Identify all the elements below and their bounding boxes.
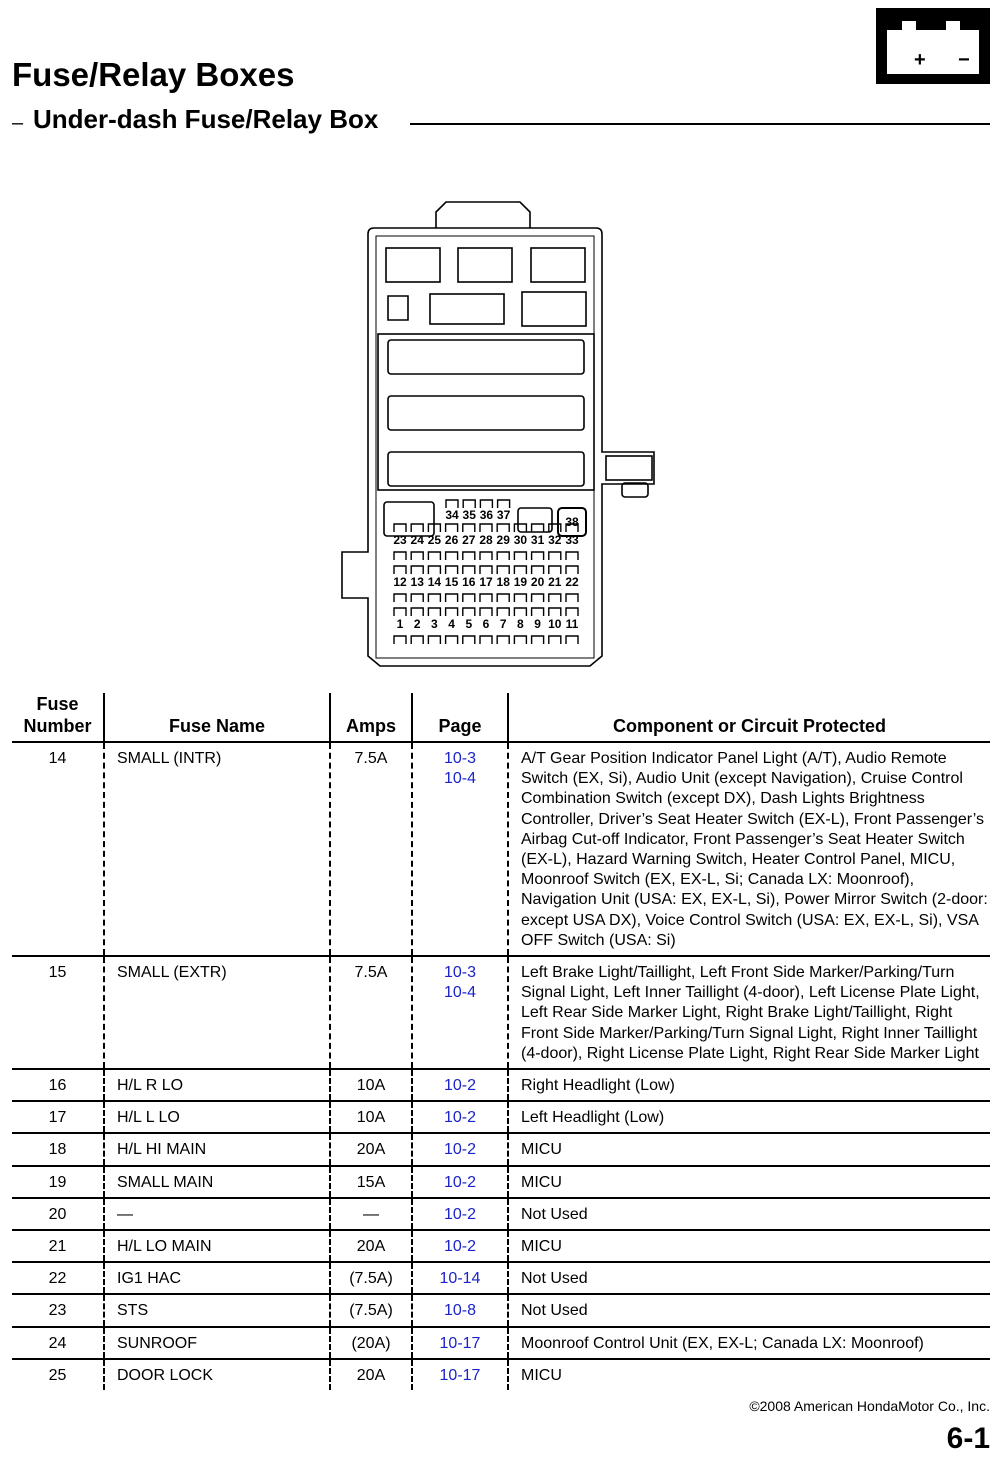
fuse-slot xyxy=(463,500,475,508)
fuse-slot xyxy=(514,608,526,616)
fuse-slot xyxy=(428,566,440,574)
fuse-slot xyxy=(498,500,510,508)
fuse-slot-label: 33 xyxy=(565,533,579,547)
header-component: Component or Circuit Protected xyxy=(508,693,990,742)
page-ref-cell xyxy=(412,1133,508,1165)
header-amps: Amps xyxy=(330,693,412,742)
component-cell: MICU xyxy=(508,1133,990,1165)
fuse-slot xyxy=(428,636,440,644)
header-fuse-number: Fuse Number xyxy=(12,693,104,742)
fuse-slot xyxy=(497,608,509,616)
fuse-slot-label: 17 xyxy=(479,575,493,589)
page-ref-link[interactable]: 10-3 xyxy=(443,750,477,767)
fuse-slot xyxy=(428,594,440,602)
amps-cell: 10A xyxy=(330,1069,412,1101)
fuse-slot xyxy=(532,636,544,644)
fuse-slot xyxy=(549,594,561,602)
page-ref-cell xyxy=(412,742,508,956)
fuse-slot xyxy=(514,594,526,602)
component-cell: Moonroof Control Unit (EX, EX-L; Canada LX: Moonroof) xyxy=(508,1327,990,1359)
page-number: 6-1 xyxy=(946,1422,990,1455)
fuse-slot xyxy=(532,608,544,616)
fuse-slot xyxy=(497,636,509,644)
fuse-slot xyxy=(446,500,458,508)
page-ref-cell xyxy=(412,1101,508,1133)
page-ref-cell xyxy=(412,1262,508,1294)
fuse-38-label: 38 xyxy=(565,515,579,529)
page-ref-cell xyxy=(412,1327,508,1359)
amps-cell: 20A xyxy=(330,1133,412,1165)
battery-icon xyxy=(876,8,990,84)
table-row xyxy=(12,1101,990,1133)
fuse-slot xyxy=(480,636,492,644)
fuse-name-cell: DOOR LOCK xyxy=(104,1359,330,1390)
subtitle-rule xyxy=(410,123,990,125)
amps-cell: 20A xyxy=(330,1230,412,1262)
page-ref-link[interactable]: 10-4 xyxy=(443,770,477,788)
table-row xyxy=(12,1166,990,1198)
fuse-slot xyxy=(566,636,578,644)
amps-cell: (20A) xyxy=(330,1327,412,1359)
fuse-slot-label: 23 xyxy=(393,533,407,547)
component-cell: Left Brake Light/Taillight, Left Front Side Marker/Parking/Turn Signal Light, Left Inner Taillight (4-door), Left License Plate Light, Left Rear Side Marker Light, Right Brake Light/Taillight, Right Front Side Marker/Parking/Turn Signal Light, Right Inner Taillight (4-door), Right License Plate Light, Right Rear Side Marker Light xyxy=(508,956,990,1069)
fuse-slot-label: 34 xyxy=(445,508,459,522)
fuse-number-cell: 14 xyxy=(12,742,104,956)
fuse-slot xyxy=(463,636,475,644)
fuse-slot xyxy=(514,524,526,532)
page-ref-cell xyxy=(412,1294,508,1326)
fuse-number-cell: 19 xyxy=(12,1166,104,1198)
page-ref-link[interactable]: 10-2 xyxy=(443,1238,477,1256)
page-ref-link[interactable]: 10-17 xyxy=(439,1334,481,1352)
fuse-slot xyxy=(480,500,492,508)
table-row xyxy=(12,1359,990,1390)
page-ref-link[interactable]: 10-8 xyxy=(443,1302,477,1320)
fuse-slot-label: 26 xyxy=(444,533,459,547)
component-cell: Right Headlight (Low) xyxy=(508,1069,990,1101)
fuse-name-cell: — xyxy=(104,1198,330,1230)
fuse-slot xyxy=(394,608,406,616)
fuse-slot xyxy=(463,524,475,532)
fuse-slot xyxy=(497,566,509,574)
fuse-name-cell: SMALL MAIN xyxy=(104,1166,330,1198)
fuse-slot-label: 28 xyxy=(479,533,493,547)
fuse-slot-label: 31 xyxy=(530,533,545,547)
fuse-number-cell: 16 xyxy=(12,1069,104,1101)
fuse-slot xyxy=(480,524,492,532)
component-cell: Not Used xyxy=(508,1198,990,1230)
fuse-name-cell: SUNROOF xyxy=(104,1327,330,1359)
page-ref-link[interactable]: 10-2 xyxy=(443,1173,477,1191)
fuse-slot xyxy=(497,594,509,602)
amps-cell: — xyxy=(330,1198,412,1230)
fuse-name-cell: STS xyxy=(104,1294,330,1326)
section-subtitle: Under-dash Fuse/Relay Box xyxy=(33,104,379,134)
fuse-slot xyxy=(566,608,578,616)
fuse-slot-label: 13 xyxy=(410,575,424,589)
fuse-number-cell: 15 xyxy=(12,956,104,1069)
fuse-slot xyxy=(514,636,526,644)
fuse-slot xyxy=(497,552,509,560)
fuse-slot-label: 16 xyxy=(462,575,476,589)
fuse-slot xyxy=(446,566,458,574)
fuse-slot xyxy=(549,608,561,616)
fuse-slot-label: 14 xyxy=(427,575,442,589)
fuse-name-cell: SMALL (EXTR) xyxy=(104,956,330,1069)
fuse-number-cell: 24 xyxy=(12,1327,104,1359)
page-ref-cell xyxy=(412,956,508,1069)
fuse-slot xyxy=(446,552,458,560)
amps-cell: 10A xyxy=(330,1101,412,1133)
fuse-slot xyxy=(566,566,578,574)
fuse-slot-label: 30 xyxy=(513,533,528,547)
component-cell: MICU xyxy=(508,1230,990,1262)
fuse-slot-label: 18 xyxy=(496,575,510,589)
fuse-slot-label: 2 xyxy=(413,617,421,631)
fuse-slot xyxy=(411,594,423,602)
fuse-slot-label: 37 xyxy=(496,508,511,522)
table-row xyxy=(12,956,990,1069)
page-ref-link[interactable]: 10-14 xyxy=(439,1270,481,1288)
fuse-table xyxy=(12,693,990,1390)
housing-outline xyxy=(342,202,654,666)
amps-cell: 7.5A xyxy=(330,742,412,956)
table-row xyxy=(12,1262,990,1294)
fuse-slot xyxy=(566,594,578,602)
fuse-slot xyxy=(514,566,526,574)
fuse-slot xyxy=(411,552,423,560)
fuse-number-cell: 21 xyxy=(12,1230,104,1262)
fuse-slot-label: 19 xyxy=(513,575,528,589)
fuse-slot xyxy=(428,608,440,616)
fuse-slot-label: 12 xyxy=(393,575,407,589)
page-ref-cell xyxy=(412,1166,508,1198)
fuse-slot xyxy=(394,636,406,644)
amps-cell: (7.5A) xyxy=(330,1262,412,1294)
fuse-slot xyxy=(446,524,458,532)
fuse-name-cell: H/L LO MAIN xyxy=(104,1230,330,1262)
page-ref-link[interactable]: 10-17 xyxy=(439,1366,481,1384)
fuse-slot-label: 9 xyxy=(534,617,541,631)
page-ref-link[interactable]: 10-2 xyxy=(443,1077,477,1095)
fuse-number-cell: 22 xyxy=(12,1262,104,1294)
fuse-slot-label: 6 xyxy=(482,617,490,631)
fuse-slot xyxy=(394,552,406,560)
table-row xyxy=(12,1294,990,1326)
table-row xyxy=(12,1069,990,1101)
page-ref-link[interactable]: 10-3 xyxy=(443,964,477,982)
fuse-slot xyxy=(549,552,561,560)
fuse-slot-label: 35 xyxy=(462,508,476,522)
table-row xyxy=(12,1198,990,1230)
component-cell: MICU xyxy=(508,1359,990,1390)
fuse-name-cell: SMALL (INTR) xyxy=(104,742,330,956)
component-cell: Left Headlight (Low) xyxy=(508,1101,990,1133)
fuse-slot xyxy=(480,608,492,616)
page-ref-cell xyxy=(412,1198,508,1230)
battery-minus-label: − xyxy=(958,49,970,71)
header-page: Page xyxy=(412,693,508,742)
fuse-slot-label: 4 xyxy=(448,617,455,631)
fuse-slot xyxy=(480,552,492,560)
fuse-slot-label: 5 xyxy=(465,617,473,631)
fuse-slot xyxy=(566,552,578,560)
fuse-slot xyxy=(480,566,492,574)
fuse-slot xyxy=(411,636,423,644)
fuse-number-cell: 23 xyxy=(12,1294,104,1326)
fuse-slot xyxy=(463,608,475,616)
fuse-slot-label: 10 xyxy=(548,617,562,631)
fuse-slot xyxy=(428,552,440,560)
fuse-name-cell: H/L HI MAIN xyxy=(104,1133,330,1165)
fuse-name-cell: H/L R LO xyxy=(104,1069,330,1101)
fuse-box-diagram xyxy=(338,196,662,672)
amps-cell: 20A xyxy=(330,1359,412,1390)
page-ref-link[interactable]: 10-2 xyxy=(443,1141,477,1159)
fuse-slot-label: 11 xyxy=(565,617,579,631)
amps-cell: (7.5A) xyxy=(330,1294,412,1326)
fuse-slot xyxy=(411,524,423,532)
fuse-slot xyxy=(532,566,544,574)
fuse-slot xyxy=(532,594,544,602)
fuse-slot-label: 8 xyxy=(517,617,524,631)
table-row xyxy=(12,1327,990,1359)
fuse-slot xyxy=(549,636,561,644)
fuse-slot xyxy=(446,636,458,644)
fuse-slot xyxy=(394,594,406,602)
page-ref-cell xyxy=(412,1069,508,1101)
fuse-number-cell: 20 xyxy=(12,1198,104,1230)
fuse-number-cell: 18 xyxy=(12,1133,104,1165)
page-ref-link[interactable]: 10-2 xyxy=(443,1205,477,1223)
fuse-slot xyxy=(446,608,458,616)
fuse-slot xyxy=(463,594,475,602)
fuse-slot xyxy=(411,608,423,616)
fuse-slot xyxy=(549,566,561,574)
copyright-text: ©2008 American HondaMotor Co., Inc. xyxy=(749,1398,990,1414)
component-cell: MICU xyxy=(508,1166,990,1198)
fuse-name-cell: IG1 HAC xyxy=(104,1262,330,1294)
fuse-slot xyxy=(463,552,475,560)
fuse-slot-label: 15 xyxy=(444,575,459,589)
fuse-slot-label: 29 xyxy=(496,533,510,547)
battery-plus-label: + xyxy=(914,49,926,71)
fuse-slot-label: 36 xyxy=(479,508,494,522)
fuse-slot-label: 20 xyxy=(530,575,545,589)
page-ref-link[interactable]: 10-4 xyxy=(443,984,477,1002)
fuse-slot-label: 27 xyxy=(462,533,476,547)
fuse-slot xyxy=(497,524,509,532)
table-row xyxy=(12,742,990,956)
fuse-slot xyxy=(394,566,406,574)
fuse-slot-label: 24 xyxy=(410,533,424,547)
fuse-slot xyxy=(532,552,544,560)
fuse-slot-label: 1 xyxy=(396,617,404,631)
component-cell: A/T Gear Position Indicator Panel Light (A/T), Audio Remote Switch (EX, Si), Audio Unit (except Navigation), Cruise Control Combination Switch (except DX), Dash Lights Brightness Controller, Driver’s Seat Heater Switch (EX-L), Front Passenger’s Airbag Cut-off Indicator, Front Passenger’s Seat Heater Switch (EX-L), Hazard Warning Switch, Heater Control Panel, MICU, Moonroof Switch (EX, EX-L, Si; Canada LX: Moonroof), Navigation Unit (USA: EX, EX-L, Si), Power Mirror Switch (2-door: except USA DX), Voice Control Switch (USA: EX, EX-L, Si), VSA OFF Switch (USA: Si) xyxy=(508,742,990,956)
component-cell: Not Used xyxy=(508,1262,990,1294)
fuse-slot-label: 22 xyxy=(565,575,579,589)
fuse-name-cell: H/L L LO xyxy=(104,1101,330,1133)
fuse-slot-label: 32 xyxy=(548,533,562,547)
amps-cell: 7.5A xyxy=(330,956,412,1069)
fuse-slot-label: 7 xyxy=(499,617,507,631)
fuse-number-cell: 17 xyxy=(12,1101,104,1133)
table-header-row xyxy=(12,693,990,742)
amps-cell: 15A xyxy=(330,1166,412,1198)
fuse-slot xyxy=(411,566,423,574)
fuse-number-cell: 25 xyxy=(48,1366,67,1384)
fuse-slot xyxy=(446,594,458,602)
header-fuse-name: Fuse Name xyxy=(104,693,330,742)
subtitle-dash: – xyxy=(12,112,24,134)
fuse-slot xyxy=(480,594,492,602)
fuse-slot xyxy=(463,566,475,574)
page-ref-cell xyxy=(412,1230,508,1262)
table-row xyxy=(12,1230,990,1262)
table-row xyxy=(12,1133,990,1165)
page-ref-link[interactable]: 10-2 xyxy=(443,1109,477,1127)
fuse-slot-label: 25 xyxy=(427,533,442,547)
fuse-slot xyxy=(514,552,526,560)
page-title: Fuse/Relay Boxes xyxy=(12,56,295,93)
page-ref-cell xyxy=(412,1359,508,1390)
fuse-slot-label: 21 xyxy=(548,575,562,589)
component-cell: Not Used xyxy=(508,1294,990,1326)
fuse-slot-label: 3 xyxy=(431,617,438,631)
fuse-slot xyxy=(394,524,406,532)
fuse-slot xyxy=(532,524,544,532)
